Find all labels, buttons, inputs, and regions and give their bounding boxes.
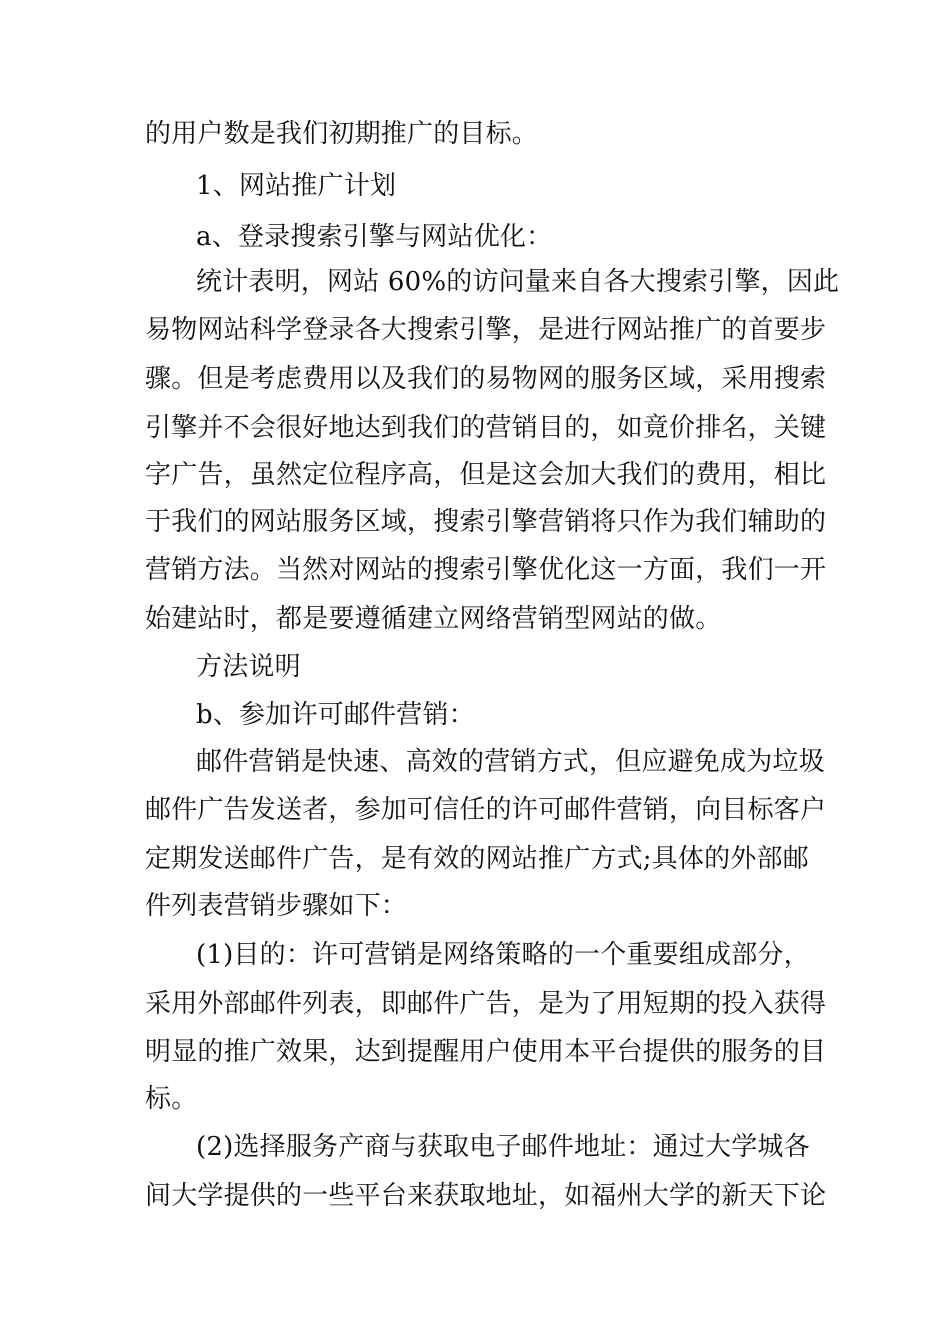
paragraph-line: 件列表营销步骤如下： bbox=[145, 891, 408, 921]
list-item-2: (2)选择服务产商与获取电子邮件地址：通过大学城各 bbox=[196, 1132, 810, 1162]
paragraph-line: 邮件营销是快速、高效的营销方式，但应避免成为垃圾 bbox=[196, 747, 825, 777]
paragraph-line: 骤。但是考虑费用以及我们的易物网的服务区域，采用搜索 bbox=[145, 364, 827, 394]
paragraph-line: 字广告，虽然定位程序高，但是这会加大我们的费用，相比 bbox=[145, 460, 827, 490]
subsection-heading: b、参加许可邮件营销： bbox=[196, 700, 475, 730]
paragraph-line: 统计表明，网站 60%的访问量来自各大搜索引擎，因此 bbox=[196, 267, 840, 297]
paragraph-line: 始建站时，都是要遵循建立网络营销型网站的做。 bbox=[145, 604, 722, 634]
paragraph-line: 间大学提供的一些平台来获取地址，如福州大学的新天下论 bbox=[145, 1181, 827, 1211]
paragraph-line: 营销方法。当然对网站的搜索引擎优化这一方面，我们一开 bbox=[145, 555, 827, 585]
paragraph-line: 邮件广告发送者，参加可信任的许可邮件营销，向目标客户 bbox=[145, 795, 827, 825]
paragraph-line: 标。 bbox=[145, 1084, 198, 1114]
method-note: 方法说明 bbox=[196, 652, 301, 682]
paragraph-line: 明显的推广效果，达到提醒用户使用本平台提供的服务的目 bbox=[145, 1037, 827, 1067]
paragraph-line: 易物网站科学登录各大搜索引擎，是进行网站推广的首要步 bbox=[145, 315, 827, 345]
paragraph-line: 采用外部邮件列表，即邮件广告，是为了用短期的投入获得 bbox=[145, 989, 827, 1019]
paragraph-line: 引擎并不会很好地达到我们的营销目的，如竟价排名，关键 bbox=[145, 413, 827, 443]
list-item-1: (1)目的：许可营销是网络策略的一个重要组成部分， bbox=[196, 940, 810, 970]
section-heading: 1、网站推广计划 bbox=[196, 171, 397, 201]
paragraph-line: 于我们的网站服务区域，搜索引擎营销将只作为我们辅助的 bbox=[145, 507, 827, 537]
subsection-heading: a、登录搜索引擎与网站优化： bbox=[196, 222, 553, 252]
paragraph-line: 定期发送邮件广告，是有效的网站推广方式;具体的外部邮 bbox=[145, 844, 809, 874]
text-line: 的用户数是我们初期推广的目标。 bbox=[145, 119, 539, 149]
